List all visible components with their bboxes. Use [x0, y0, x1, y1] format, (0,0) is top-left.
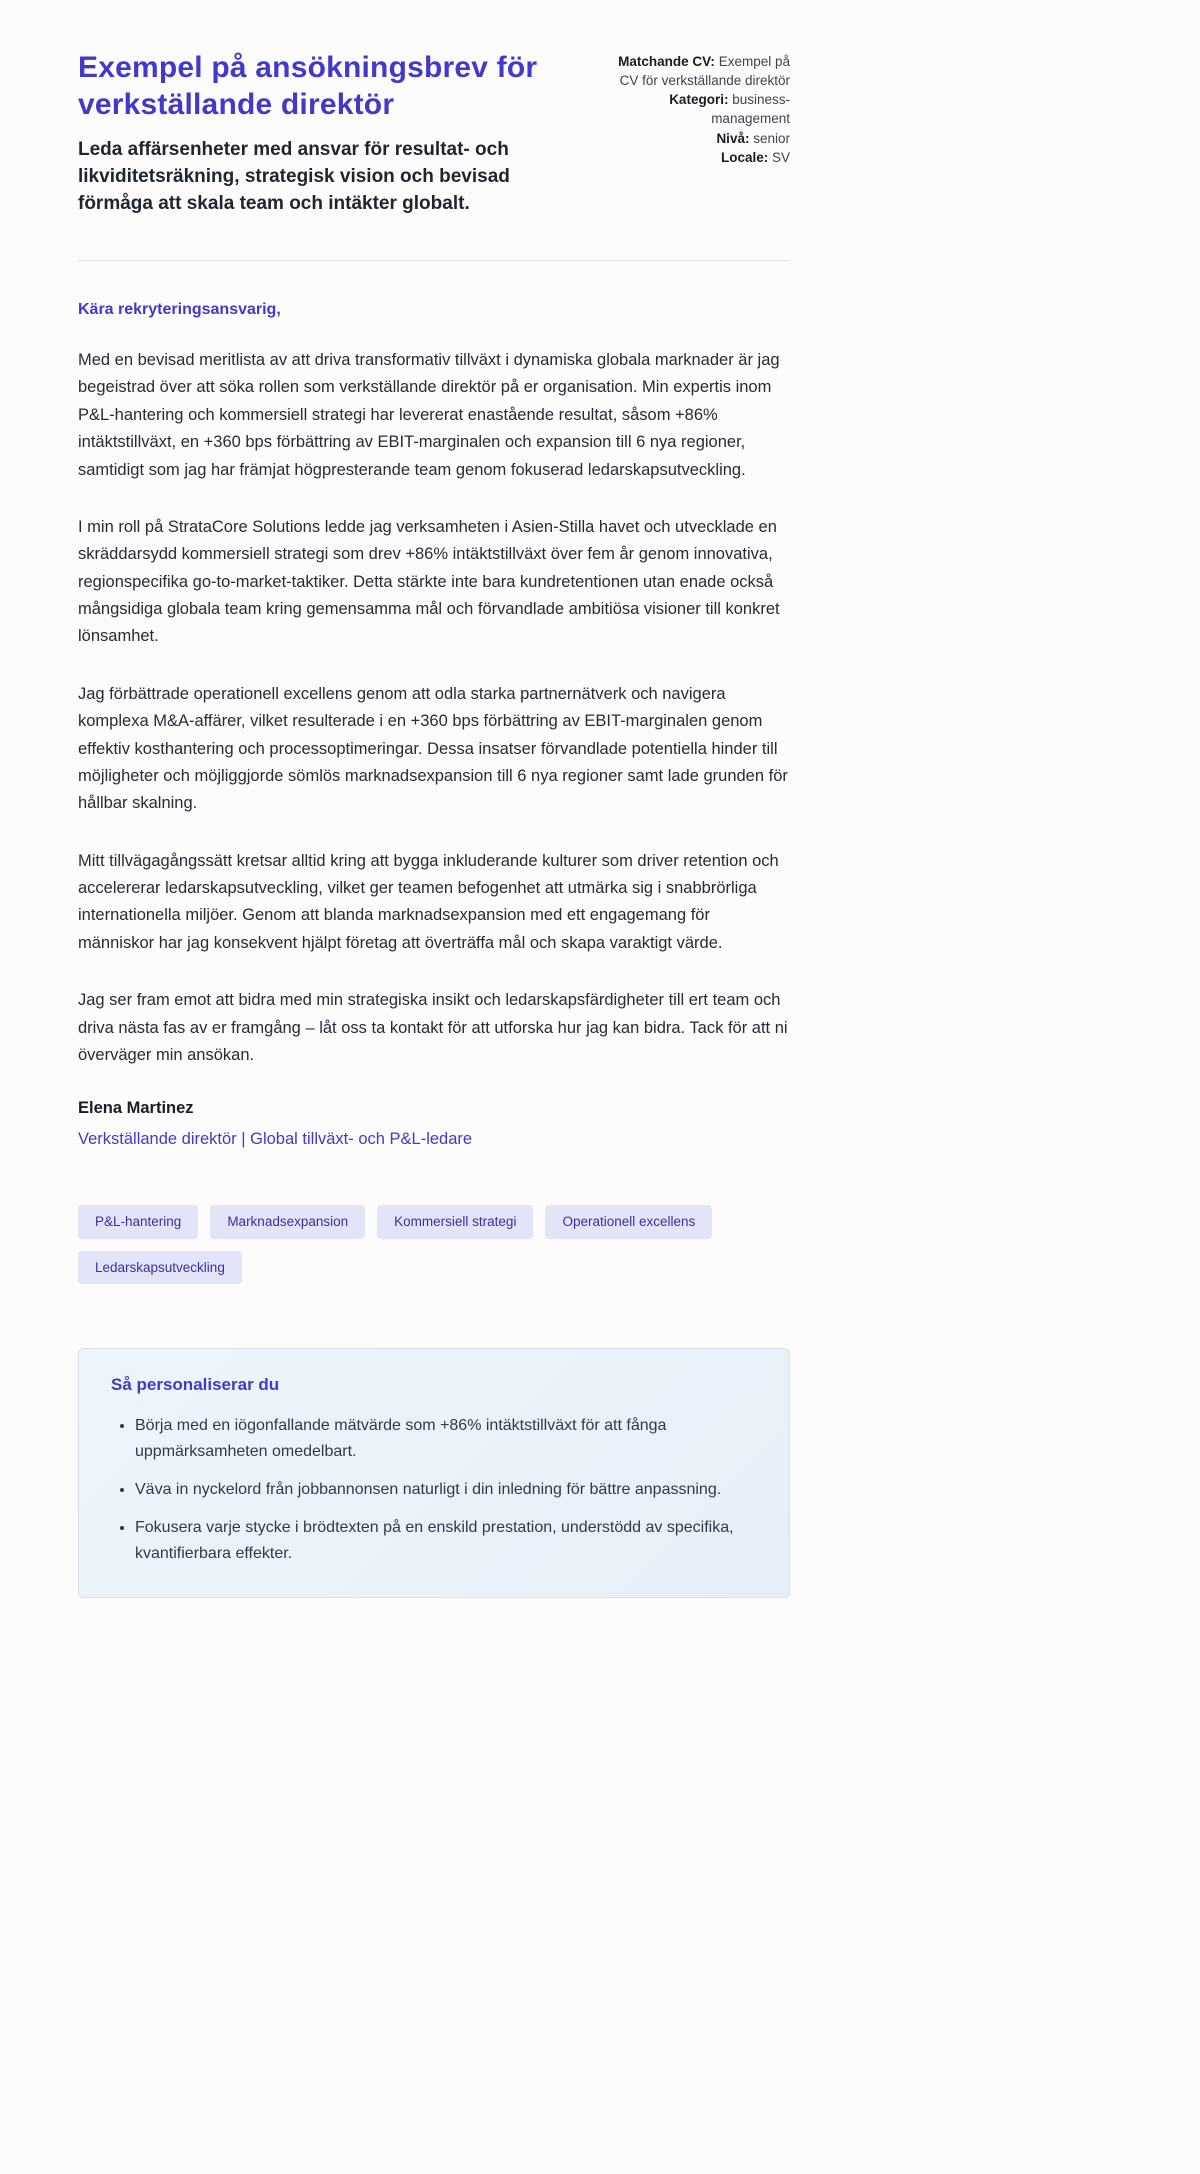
tag-list: [78, 1205, 790, 1284]
letter-paragraph: Mitt tillvägagångssätt kretsar alltid kring att bygga inkluderande kulturer som driver retention och accelererar ledarskapsutveckling, vilket ger teamen befogenhet att utmärka sig i snabbrörliga internationella miljöer. Genom att blanda marknadsexpansion med ett engagemang för människor har jag konsekvent hjälpt företag att överträffa mål och skapa varaktigt värde.: [78, 851, 779, 952]
tip-item: • Börja med en iögonfallande mätvärde som +86% intäktstillväxt för att fånga uppmärksamheten omedelbart.: [135, 1413, 757, 1465]
meta-item-level: [612, 129, 790, 148]
meta-label: Locale:: [720, 149, 769, 165]
content-column: [78, 0, 790, 1598]
letter-paragraph: Med en bevisad meritlista av att driva transformativ tillväxt i dynamiska globala marknader är jag begeistrad över att söka rollen som verkställande direktör på er organisation. Min expertis inom P&L-hantering och kommersiell strategi har levererat enastående resultat, såsom +86% intäktstillväxt, en +360 bps förbättring av EBIT-marginalen och expansion till 6 nya regioner, samtidigt som jag har främjat högpresterande team genom fokuserad ledarskapsutveckling.: [78, 351, 780, 479]
signature-role: Verkställande direktör | Global tillväxt- och P&L-ledare: [78, 1130, 473, 1149]
tag-chip: Marknadsexpansion: [210, 1205, 365, 1239]
meta-item-category: [612, 90, 790, 128]
tag-chip: Operationell excellens: [545, 1205, 712, 1239]
header-left: [78, 50, 583, 218]
signature-name: Elena Martinez: [78, 1099, 194, 1118]
meta-label: Nivå:: [716, 130, 750, 146]
letter-paragraph: Jag ser fram emot att bidra med min strategiska insikt och ledarskapsfärdigheter till ert team och driva nästa fas av er framgång – låt oss ta kontakt för att utforska hur jag kan bidra. Tack för att ni överväger min ansökan.: [78, 991, 788, 1064]
letter-paragraph: I min roll på StrataCore Solutions ledde jag verksamheten i Asien-Stilla havet och utvecklade en skräddarsydd kommersiell strategi som drev +86% intäktstillväxt över fem år genom innovativa, regionspecifika go-to-market-taktiker. Detta stärkte inte bara kundretentionen utan enade också mångsidiga globala team kring gemensamma mål och förvandlade ambitiösa visioner till konkret lönsamhet.: [78, 517, 780, 646]
meta-value: senior: [753, 130, 790, 146]
page-subtitle: Leda affärsenheter med ansvar för resultat- och likviditetsräkning, strategisk vision och bevisad förmåga att skala team och intäkter globalt.: [78, 139, 510, 215]
meta-value: Exempel på CV för verkställande direktör: [619, 54, 790, 89]
tag-chip: P&L-hantering: [78, 1205, 198, 1239]
meta-value: SV: [771, 149, 790, 165]
tip-item: • Fokusera varje stycke i brödtexten på en enskild prestation, understödd av specifika, kvantifierbara effekter.: [135, 1515, 757, 1567]
letter-greeting: Kära rekryteringsansvarig,: [78, 301, 281, 319]
tag-chip: Ledarskapsutveckling: [78, 1251, 242, 1285]
meta-item-locale: [612, 148, 790, 167]
letter-paragraph: Jag förbättrade operationell excellens genom att odla starka partnernätverk och navigera komplexa M&A-affärer, vilket resulterade i en +360 bps förbättring av EBIT-marginalen genom effektiv kosthantering och processoptimeringar. Dessa insatser förvandlade potentiella hinder till möjligheter och möjliggjorde sömlös marknadsexpansion till 6 nya regioner samt lade grunden för hållbar skalning.: [78, 684, 788, 813]
tips-list: [111, 1413, 757, 1567]
tag-chip: Kommersiell strategi: [377, 1205, 533, 1239]
divider: [78, 260, 790, 261]
meta-value: business-management: [711, 92, 790, 127]
tips-box: [78, 1348, 790, 1598]
tips-title: Så personaliserar du: [111, 1375, 280, 1395]
meta-item-matching-cv: [612, 52, 790, 90]
page-title: Exempel på ansökningsbrev för verkställande direktör: [78, 51, 538, 121]
meta-label: Matchande CV:: [618, 54, 715, 69]
tip-item: • Väva in nyckelord från jobbannonsen naturligt i din inledning för bättre anpassning.: [135, 1477, 757, 1503]
meta-block: [612, 50, 790, 167]
header: [78, 50, 790, 218]
meta-label: Kategori:: [669, 92, 729, 108]
